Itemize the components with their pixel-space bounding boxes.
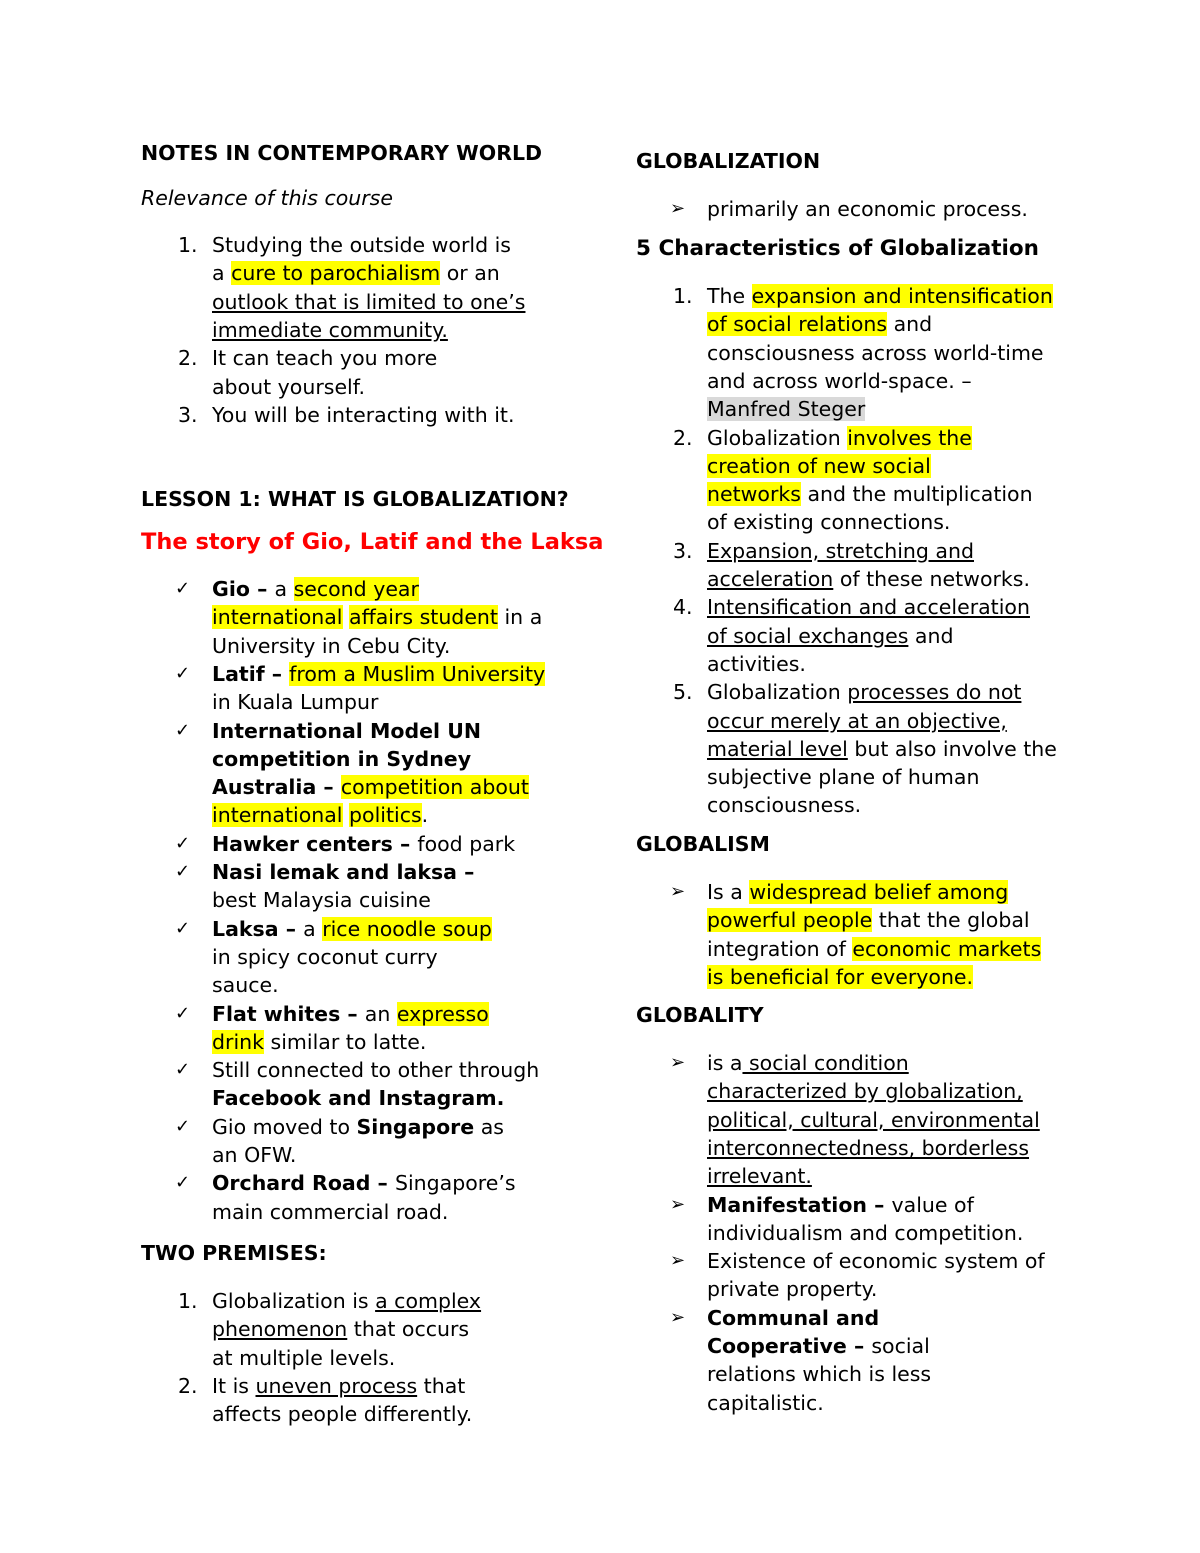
list-item-line (707, 878, 1008, 906)
list-item-line (707, 963, 973, 991)
underlined-text: interconnectedness, borderless (707, 1135, 1030, 1160)
text-run: The (707, 284, 752, 308)
arrow-bullet-icon: ➢ (670, 1306, 686, 1328)
text-run: a (212, 261, 232, 286)
text-run: integration of (707, 936, 853, 961)
text-run: an (364, 1001, 397, 1026)
text-run: a (303, 916, 323, 941)
checkmark-icon: ✓ (175, 832, 191, 854)
list-item-line (707, 593, 1030, 621)
relevance-heading: Relevance of this course (141, 186, 393, 210)
globalism-heading: GLOBALISM (636, 832, 770, 856)
text-run: that occurs (347, 1317, 470, 1342)
list-item-line (707, 791, 861, 819)
list-item-line (707, 1247, 1045, 1275)
highlighted-text: creation of new social (707, 453, 931, 478)
text-run: subjective plane of human (707, 765, 980, 790)
text-run: relations which is less (707, 1362, 932, 1387)
characteristics-heading: 5 Characteristics of Globalization (636, 236, 1039, 261)
list-number: 1. (178, 233, 198, 257)
list-item-line (212, 1344, 395, 1372)
list-item-line (707, 565, 1030, 593)
underlined-text: uneven process (255, 1373, 418, 1398)
list-item-line (212, 1056, 539, 1084)
list-item-line (212, 717, 481, 745)
list-item-line (212, 259, 500, 287)
checkmark-icon: ✓ (175, 917, 191, 939)
list-item-line (707, 1275, 877, 1303)
list-item-line (707, 1049, 909, 1077)
checkmark-icon: ✓ (175, 861, 191, 882)
list-item-line (707, 310, 932, 338)
highlighted-text: cure to parochialism (231, 261, 441, 286)
list-item-line (212, 801, 428, 829)
highlighted-text: widespread belief among (749, 880, 1009, 904)
arrow-bullet-icon: ➢ (670, 1250, 686, 1272)
bold-text: Australia – (212, 775, 341, 800)
bold-text: Facebook and Instagram. (212, 1086, 505, 1111)
text-run: value of (891, 1192, 974, 1217)
bold-text: Communal and (707, 1305, 880, 1330)
list-item-line (212, 943, 438, 971)
list-item-line (707, 622, 953, 650)
bold-text: Hawker centers – (212, 831, 418, 856)
list-number: 4. (673, 595, 693, 620)
list-item-line (707, 282, 1053, 310)
underlined-text: characterized by globalization, (707, 1079, 1023, 1104)
underlined-text: of social exchanges (707, 623, 909, 648)
list-item-line (707, 1134, 1029, 1162)
underlined-text: material level (707, 736, 848, 761)
list-item-line (707, 195, 1028, 223)
text-run: primarily an economic process. (707, 197, 1028, 221)
highlighted-text: second year (293, 577, 419, 601)
bold-text: Singapore (356, 1114, 475, 1139)
list-item-line (707, 537, 974, 565)
text-run: an OFW. (212, 1143, 297, 1167)
text-run: as (474, 1114, 504, 1139)
underlined-text: irrelevant. (707, 1164, 812, 1189)
bold-text: Cooperative – (707, 1334, 872, 1358)
underlined-text: a complex (375, 1289, 482, 1313)
text-run: Globalization (707, 425, 848, 450)
highlighted-text: competition about (340, 775, 529, 800)
text-run: best Malaysia cuisine (212, 888, 431, 913)
text-run: Existence of economic system of (707, 1249, 1045, 1274)
list-item-line (707, 1389, 824, 1417)
list-item-line (707, 1332, 930, 1360)
text-run: It is (212, 1373, 256, 1398)
underlined-text: political, cultural, environmental (707, 1107, 1040, 1132)
highlighted-text: of social relations (707, 312, 888, 337)
highlighted-text: expansion and intensification (751, 284, 1053, 308)
checkmark-icon: ✓ (175, 1059, 191, 1081)
text-run: at multiple levels. (212, 1345, 396, 1370)
text-run: of existing connections. (707, 510, 951, 535)
list-item-line (707, 424, 972, 452)
list-item-line (707, 1360, 931, 1388)
list-item-line (212, 1287, 481, 1315)
list-item-line (707, 735, 1057, 763)
bold-text: Manifestation – (707, 1192, 892, 1217)
list-item-line (212, 1400, 472, 1428)
highlighted-text: networks (707, 482, 801, 507)
bold-text: competition in Sydney (212, 746, 472, 771)
list-item-line (212, 231, 511, 259)
list-item-line (212, 745, 471, 773)
document-title: NOTES IN CONTEMPORARY WORLD (141, 141, 543, 165)
list-item-line (212, 660, 545, 688)
text-run: in spicy coconut curry (212, 944, 438, 969)
text-run: Globalization (707, 680, 848, 705)
text-run: main commercial road. (212, 1199, 449, 1224)
highlighted-text: involves the (847, 425, 972, 450)
list-item-line (707, 763, 979, 791)
list-number: 3. (178, 402, 198, 427)
underlined-text: Expansion, stretching and (707, 538, 974, 563)
list-item-line (212, 288, 525, 316)
list-item-line (212, 1028, 426, 1056)
list-item-line (212, 1372, 465, 1400)
list-item-line (707, 1219, 1023, 1247)
text-run: and (908, 623, 954, 648)
text-run: in Kuala Lumpur (212, 690, 379, 715)
text-run: activities. (707, 651, 806, 676)
highlighted-text: from a Muslim University (289, 661, 546, 686)
highlighted-text: drink (212, 1029, 265, 1054)
text-run: is a (707, 1051, 743, 1075)
list-item-line (212, 1084, 504, 1112)
checkmark-icon: ✓ (175, 1172, 191, 1194)
highlighted-text: politics (349, 803, 422, 828)
text-run: . (421, 803, 429, 828)
text-run: that (417, 1373, 466, 1398)
text-run: Globalization is (212, 1289, 376, 1313)
list-item-line (212, 915, 492, 943)
text-run: but also involve the (847, 736, 1057, 761)
list-item-line (707, 480, 1033, 508)
bold-text: Latif – (212, 661, 290, 686)
globality-heading: GLOBALITY (636, 1003, 764, 1027)
list-item-line (212, 688, 378, 716)
underlined-text: Intensification and acceleration (707, 595, 1030, 620)
text-run: or an (440, 261, 500, 286)
text-run: capitalistic. (707, 1390, 824, 1415)
list-item-line (212, 603, 542, 631)
list-item-line (707, 678, 1021, 706)
list-item-line (212, 316, 448, 344)
list-number: 3. (673, 538, 693, 563)
text-run: University in Cebu City. (212, 633, 451, 658)
checkmark-icon: ✓ (175, 1002, 191, 1024)
list-item-line (212, 773, 529, 801)
text-run: and (887, 312, 933, 337)
highlighted-text: international (212, 803, 343, 828)
highlighted-text: expresso (396, 1001, 489, 1026)
text-run: consciousness. (707, 793, 862, 818)
arrow-bullet-icon: ➢ (670, 881, 686, 902)
text-run: It can teach you more (212, 346, 438, 371)
list-item-line (707, 1162, 812, 1190)
checkmark-icon: ✓ (175, 662, 191, 684)
list-item-line (707, 935, 1041, 963)
text-run: food park (417, 831, 516, 856)
text-run: and across world-space. – (707, 368, 972, 393)
underlined-text: immediate community. (212, 317, 448, 342)
highlighted-text: powerful people (707, 908, 873, 933)
text-run: Gio moved to (212, 1114, 357, 1139)
underlined-text: processes do not (847, 680, 1022, 705)
text-run: Studying the outside world is (212, 233, 511, 257)
highlighted-text: economic markets (852, 936, 1042, 961)
list-item-line (212, 1169, 516, 1197)
highlighted-text: rice noodle soup (322, 916, 492, 941)
text-run: that the global (872, 908, 1030, 933)
arrow-bullet-icon: ➢ (670, 1052, 686, 1073)
lesson-heading: LESSON 1: WHAT IS GLOBALIZATION? (141, 487, 569, 511)
arrow-bullet-icon: ➢ (670, 198, 686, 219)
underlined-text: social condition (742, 1051, 909, 1075)
checkmark-icon: ✓ (175, 719, 191, 741)
list-item-line (707, 1106, 1040, 1134)
list-item-line (212, 1113, 504, 1141)
text-run: and the multiplication (800, 482, 1033, 507)
globalization-heading: GLOBALIZATION (636, 149, 821, 173)
underlined-text: phenomenon (212, 1317, 348, 1342)
bold-text: International Model UN (212, 718, 481, 743)
text-run: individualism and competition. (707, 1220, 1024, 1245)
bold-text: Nasi lemak and laksa – (212, 860, 475, 884)
text-run: Is a (707, 880, 750, 904)
list-item-line (212, 401, 514, 429)
text-run: of these networks. (833, 567, 1030, 591)
list-item-line (707, 508, 950, 536)
story-heading: The story of Gio, Latif and the Laksa (141, 529, 604, 555)
list-item-line (707, 452, 931, 480)
highlighted-text: is beneficial for everyone. (707, 964, 974, 989)
list-item-line (212, 971, 279, 999)
list-item-line (707, 1304, 879, 1332)
bold-text: Flat whites – (212, 1001, 365, 1026)
list-item-line (212, 830, 515, 858)
underlined-text: outlook that is limited to one’s (212, 289, 526, 314)
list-number: 2. (178, 346, 198, 371)
text-run: consciousness across world-time (707, 340, 1044, 365)
list-item-line (212, 344, 437, 372)
premises-heading: TWO PREMISES: (141, 1241, 327, 1265)
list-item-line (707, 339, 1044, 367)
list-number: 2. (673, 425, 693, 450)
list-item-line (707, 650, 806, 678)
text-run: Manfred Steger (707, 397, 866, 422)
arrow-bullet-icon: ➢ (670, 1193, 686, 1215)
bold-text: Laksa – (212, 916, 304, 941)
list-item-line (707, 906, 1030, 934)
list-item-line (212, 575, 419, 603)
text-run: a (274, 577, 294, 601)
list-item-line (707, 395, 865, 423)
text-run: in a (497, 605, 543, 630)
highlighted-text: international (212, 605, 343, 630)
list-number: 1. (178, 1289, 198, 1313)
text-run: sauce. (212, 973, 279, 998)
text-run: about yourself. (212, 374, 365, 399)
list-item-line (212, 858, 474, 886)
list-item-line (212, 1000, 489, 1028)
list-item-line (212, 373, 365, 401)
text-run: private property. (707, 1277, 878, 1302)
text-run: You will be interacting with it. (212, 402, 515, 427)
bold-text: Orchard Road – (212, 1171, 395, 1196)
list-item-line (707, 1077, 1023, 1105)
text-run: similar to latte. (264, 1029, 427, 1054)
list-item-line (707, 367, 972, 395)
bold-text: Gio – (212, 577, 275, 601)
list-item-line (707, 707, 1007, 735)
list-item-line (212, 1141, 296, 1169)
text-run: social (871, 1334, 930, 1358)
text-run: Still connected to other through (212, 1058, 540, 1083)
text-run: Singapore’s (394, 1171, 516, 1196)
list-number: 2. (178, 1373, 198, 1398)
list-item-line (212, 886, 431, 914)
underlined-text: occur merely at an objective, (707, 708, 1007, 733)
highlighted-text: affairs student (349, 605, 498, 630)
list-item-line (212, 1315, 469, 1343)
list-number: 5. (673, 680, 693, 705)
checkmark-icon: ✓ (175, 578, 191, 599)
checkmark-icon: ✓ (175, 1115, 191, 1137)
list-item-line (212, 1198, 448, 1226)
underlined-text: acceleration (707, 567, 834, 591)
list-number: 1. (673, 284, 693, 308)
list-item-line (212, 632, 450, 660)
text-run: affects people differently. (212, 1402, 473, 1427)
list-item-line (707, 1191, 974, 1219)
